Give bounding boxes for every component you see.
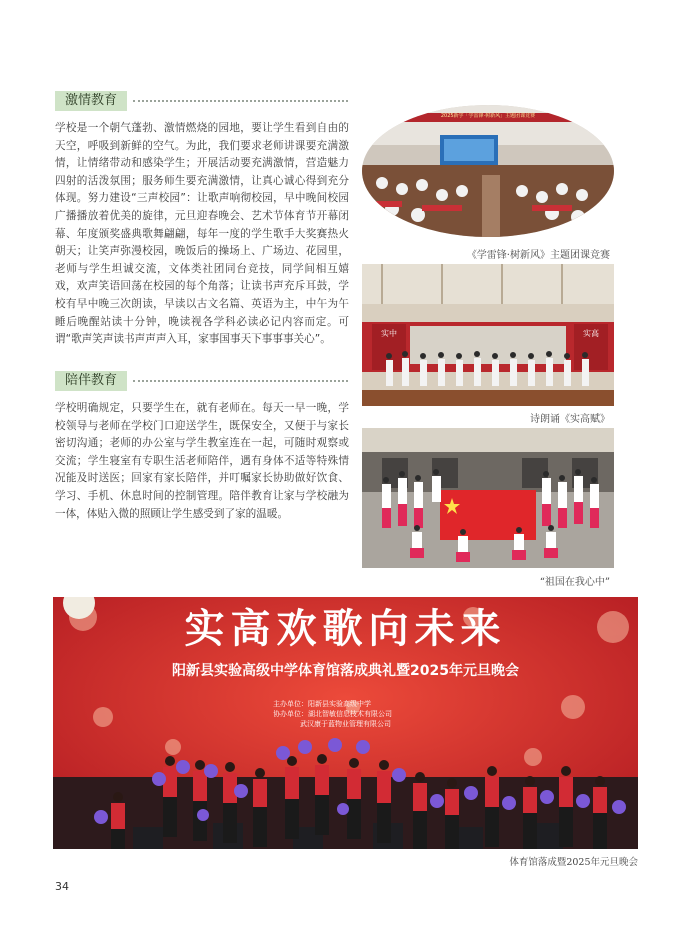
photo3-caption: “祖国在我心中”: [539, 577, 610, 588]
gala-caption: 体育馆落成暨2025年元旦晚会: [509, 857, 638, 868]
gala-headline: 实高欢歌向未来: [184, 605, 507, 652]
section-body-passion: 学校是一个朝气蓬勃、激情燃烧的园地，要让学生看到自由的天空，呼吸到新鲜的空气。为此，我们要求老师讲课要充满激情，让情绪带动和感染学生；开展活动要充满激情，营造魅力四射的活泼氛围；服务师生要充满激情，让真心诚心得到充分体现。努力建设“三声校园”：让歌声响彻校园，早中晚间校园广播播放着优美的旋律，元旦迎春晚会、艺术节体育节开幕闭幕、年度颁奖盛典歌舞翩翩，每年一度的学生歌手大奖赛热火朝天；让笑声弥漫校园，晚饭后的操场上、广场边、花园里，老师与学生坦诚交流，文体类社团同台竞技，同学间相互嬉戏，欢声笑语回荡在校园的每个角落；让读书声充斥耳鼓，学校有早中晚三次朗读，早读以古文名篇、英语为主，中午为午睡后晚醒站读十分钟，晚读视各学科必读必记内容而定。可谓“歌声笑声读书声声声入耳，家事国事天下事事事关心”。: [55, 122, 349, 346]
photo-stage-recitation: [362, 264, 614, 406]
photo1-caption: 《学雷锋·树新风》主题团课竞赛: [466, 250, 610, 261]
gala-host-line2: 协办单位：湖北智敏信息技术有限公司: [273, 710, 392, 718]
page-number: 34: [55, 880, 69, 893]
photo2-banner-left: 实中: [381, 329, 397, 338]
photo-classroom-oval: [362, 105, 614, 237]
gala-host-line1: 主办单位：阳新县实验高级中学: [273, 700, 371, 708]
section-heading-companion: [55, 370, 348, 392]
photo-new-year-gala: [53, 597, 638, 849]
gala-host-line3: 武汉康于蓝物业管理有限公司: [300, 720, 391, 728]
section-tag: 激情教育: [55, 91, 127, 111]
photo2-banner-right: 实高: [583, 329, 599, 338]
section-heading-passion: [55, 90, 348, 112]
dotted-divider: [133, 380, 348, 382]
photo2-caption: 诗朗诵《实高赋》: [530, 414, 610, 425]
section-body-companion: 学校明确规定，只要学生在，就有老师在。每天一早一晚，学校领导与老师在学校门口迎送学生，既保安全，又便于与家长密切沟通；老师的办公室与学生教室连在一起，可随时观察或交流；学生寝室有专职生活老师陪伴，遇有身体不适等特殊情况能及时送医；回家有家长陪伴，并叮嘱家长协助做好饮食、学习、手机、休息时间的控制管理。陪伴教育让家与学校融为一体，体贴入微的照顾让学生感受到了家的温暖。: [55, 402, 349, 520]
photo1-banner-text: 2025新学「学雷锋·树新风」主题团课竞赛: [440, 113, 536, 119]
dotted-divider: [133, 100, 348, 102]
photo-flag-group: [362, 428, 614, 568]
gala-subheadline: 阳新县实验高级中学体育馆落成典礼暨2025年元旦晚会: [172, 663, 519, 679]
section-tag: 陪伴教育: [55, 371, 127, 391]
